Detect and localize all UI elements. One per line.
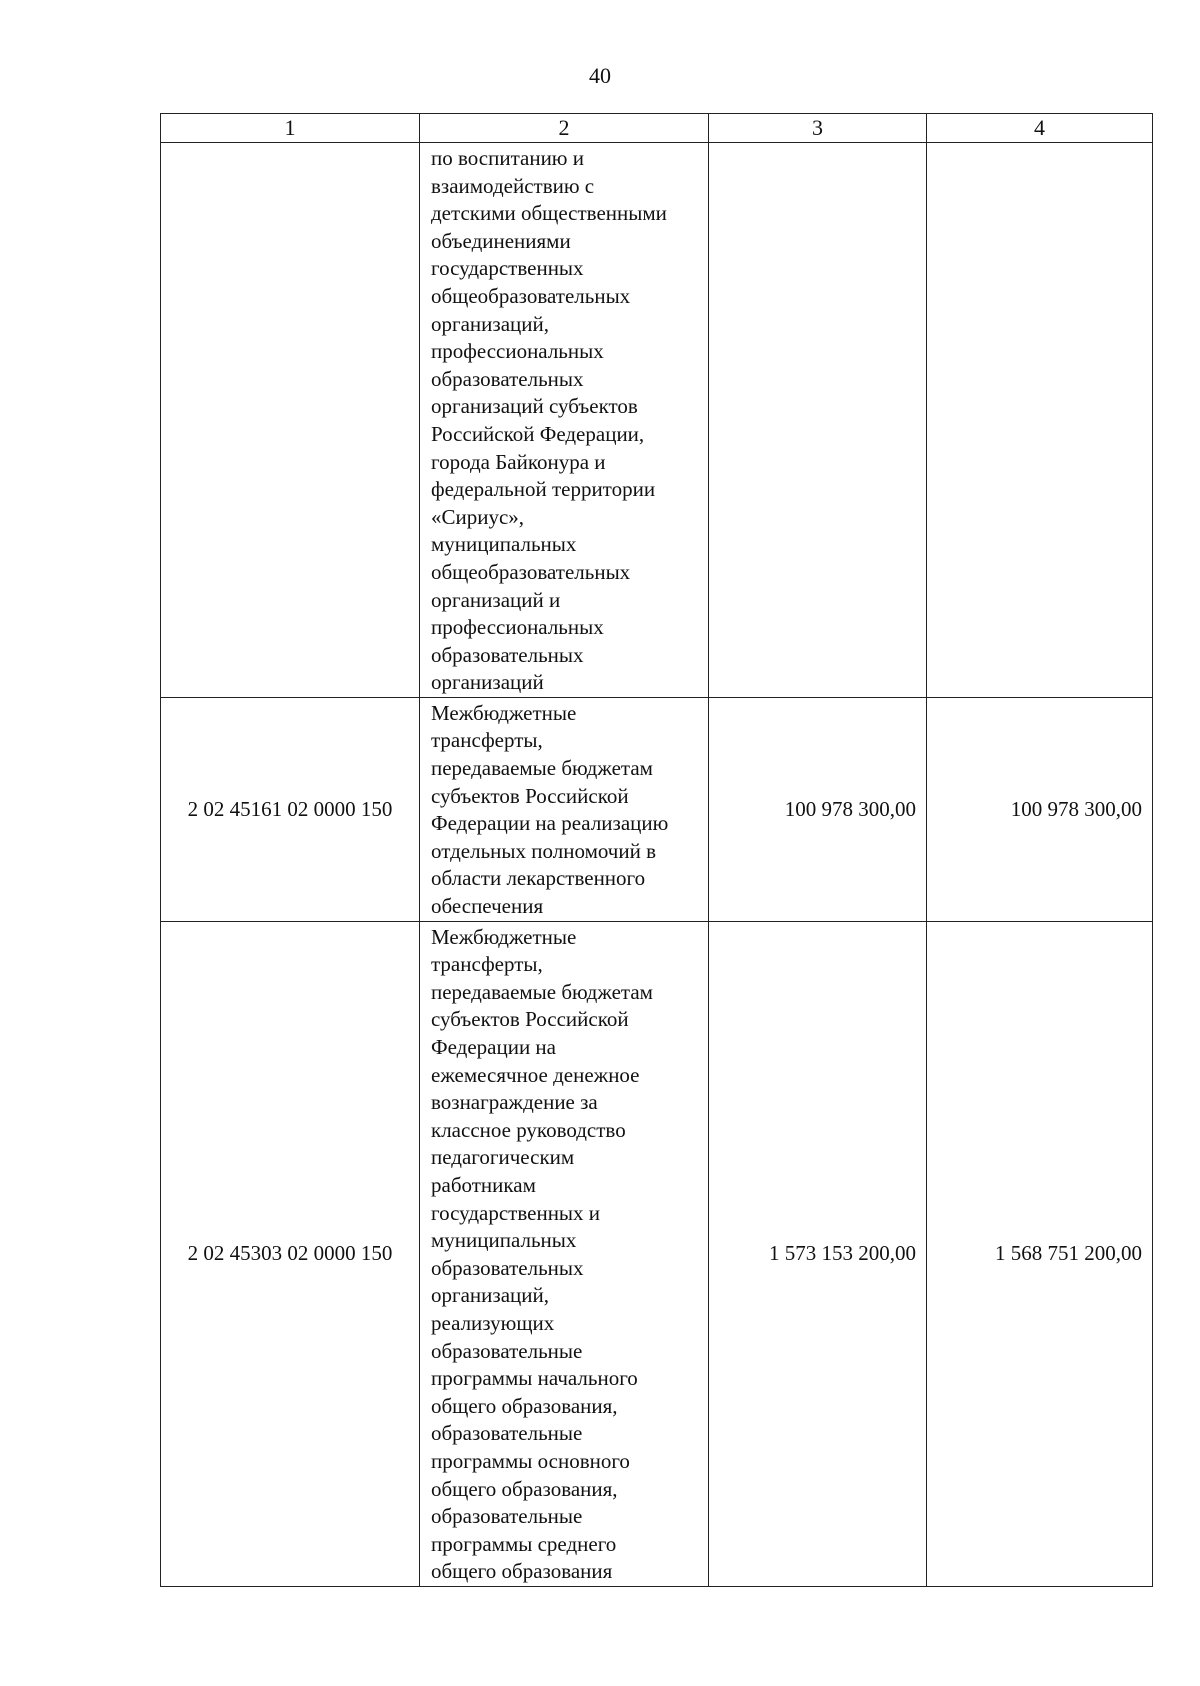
- text-line: субъектов Российской: [431, 783, 629, 808]
- text-line: классное руководство: [431, 1117, 626, 1142]
- amount-column-4: 1 568 751 200,00: [927, 921, 1153, 1586]
- text-line: общеобразовательных: [431, 559, 631, 584]
- page-number: 40: [589, 63, 611, 88]
- text-line: области лекарственного: [431, 866, 646, 891]
- text-line: государственных и: [431, 1200, 601, 1225]
- text-line: общего образования,: [431, 1476, 618, 1501]
- text-line: профессиональных: [431, 615, 604, 640]
- text-line: обеспечения: [431, 894, 544, 919]
- text-line: трансферты,: [431, 728, 543, 753]
- text-line: Межбюджетные: [431, 924, 577, 949]
- text-line: «Сириус»,: [431, 504, 525, 529]
- text-line: федеральной территории: [431, 477, 656, 502]
- text-line: организаций,: [431, 311, 549, 336]
- revenue-name: [420, 697, 709, 921]
- text-line: программы среднего: [431, 1531, 617, 1556]
- amount-column-4: [927, 143, 1153, 698]
- text-line: Российской Федерации,: [431, 421, 645, 446]
- text-line: образовательные: [431, 1338, 583, 1363]
- revenue-name: [420, 921, 709, 1586]
- text-line: передаваемые бюджетам: [431, 756, 653, 781]
- text-line: объединениями: [431, 228, 571, 253]
- column-header-3: 3: [709, 114, 927, 143]
- text-line: вознаграждение за: [431, 1090, 598, 1115]
- text-line: образовательные: [431, 1504, 583, 1529]
- text-line: муниципальных: [431, 1228, 577, 1253]
- text-line: программы основного: [431, 1448, 630, 1473]
- budget-table: [160, 113, 1153, 1587]
- amount-column-3: [709, 143, 927, 698]
- text-line: трансферты,: [431, 952, 543, 977]
- table-row: [161, 697, 1153, 921]
- classification-code: 2 02 45303 02 0000 150: [161, 921, 420, 1586]
- text-line: образовательных: [431, 642, 584, 667]
- text-line: профессиональных: [431, 339, 604, 364]
- text-line: организаций: [431, 670, 544, 695]
- column-header-1: 1: [161, 114, 420, 143]
- text-line: образовательных: [431, 366, 584, 391]
- table-row: [161, 143, 1153, 698]
- text-line: взаимодействию с: [431, 173, 595, 198]
- text-line: педагогическим: [431, 1145, 575, 1170]
- column-header-2: 2: [420, 114, 709, 143]
- text-line: общего образования,: [431, 1393, 618, 1418]
- text-line: муниципальных: [431, 532, 577, 557]
- text-line: передаваемые бюджетам: [431, 979, 653, 1004]
- text-line: организаций,: [431, 1283, 549, 1308]
- text-line: субъектов Российской: [431, 1007, 629, 1032]
- column-header-4: 4: [927, 114, 1153, 143]
- amount-column-3: 1 573 153 200,00: [709, 921, 927, 1586]
- amount-column-3: 100 978 300,00: [709, 697, 927, 921]
- text-line: общеобразовательных: [431, 283, 631, 308]
- classification-code: [161, 143, 420, 698]
- text-line: детскими общественными: [431, 201, 667, 226]
- text-line: по воспитанию и: [431, 146, 584, 170]
- amount-column-4: 100 978 300,00: [927, 697, 1153, 921]
- text-line: Федерации на: [431, 1035, 556, 1059]
- text-line: города Байконура и: [431, 449, 606, 474]
- text-line: программы начального: [431, 1366, 638, 1391]
- text-line: образовательных: [431, 1255, 584, 1280]
- text-line: организаций субъектов: [431, 394, 638, 419]
- text-line: работникам: [431, 1172, 536, 1197]
- text-line: организаций и: [431, 587, 561, 612]
- text-line: образовательные: [431, 1421, 583, 1446]
- text-line: отдельных полномочий в: [431, 838, 657, 863]
- text-line: Федерации на реализацию: [431, 811, 669, 836]
- text-line: Межбюджетные: [431, 700, 577, 725]
- text-line: реализующих: [431, 1310, 555, 1335]
- text-line: государственных: [431, 256, 584, 281]
- text-line: общего образования: [431, 1559, 613, 1584]
- classification-code: 2 02 45161 02 0000 150: [161, 697, 420, 921]
- header-row: [161, 114, 1153, 143]
- revenue-name: [420, 143, 709, 698]
- text-line: ежемесячное денежное: [431, 1062, 640, 1087]
- table-row: [161, 921, 1153, 1586]
